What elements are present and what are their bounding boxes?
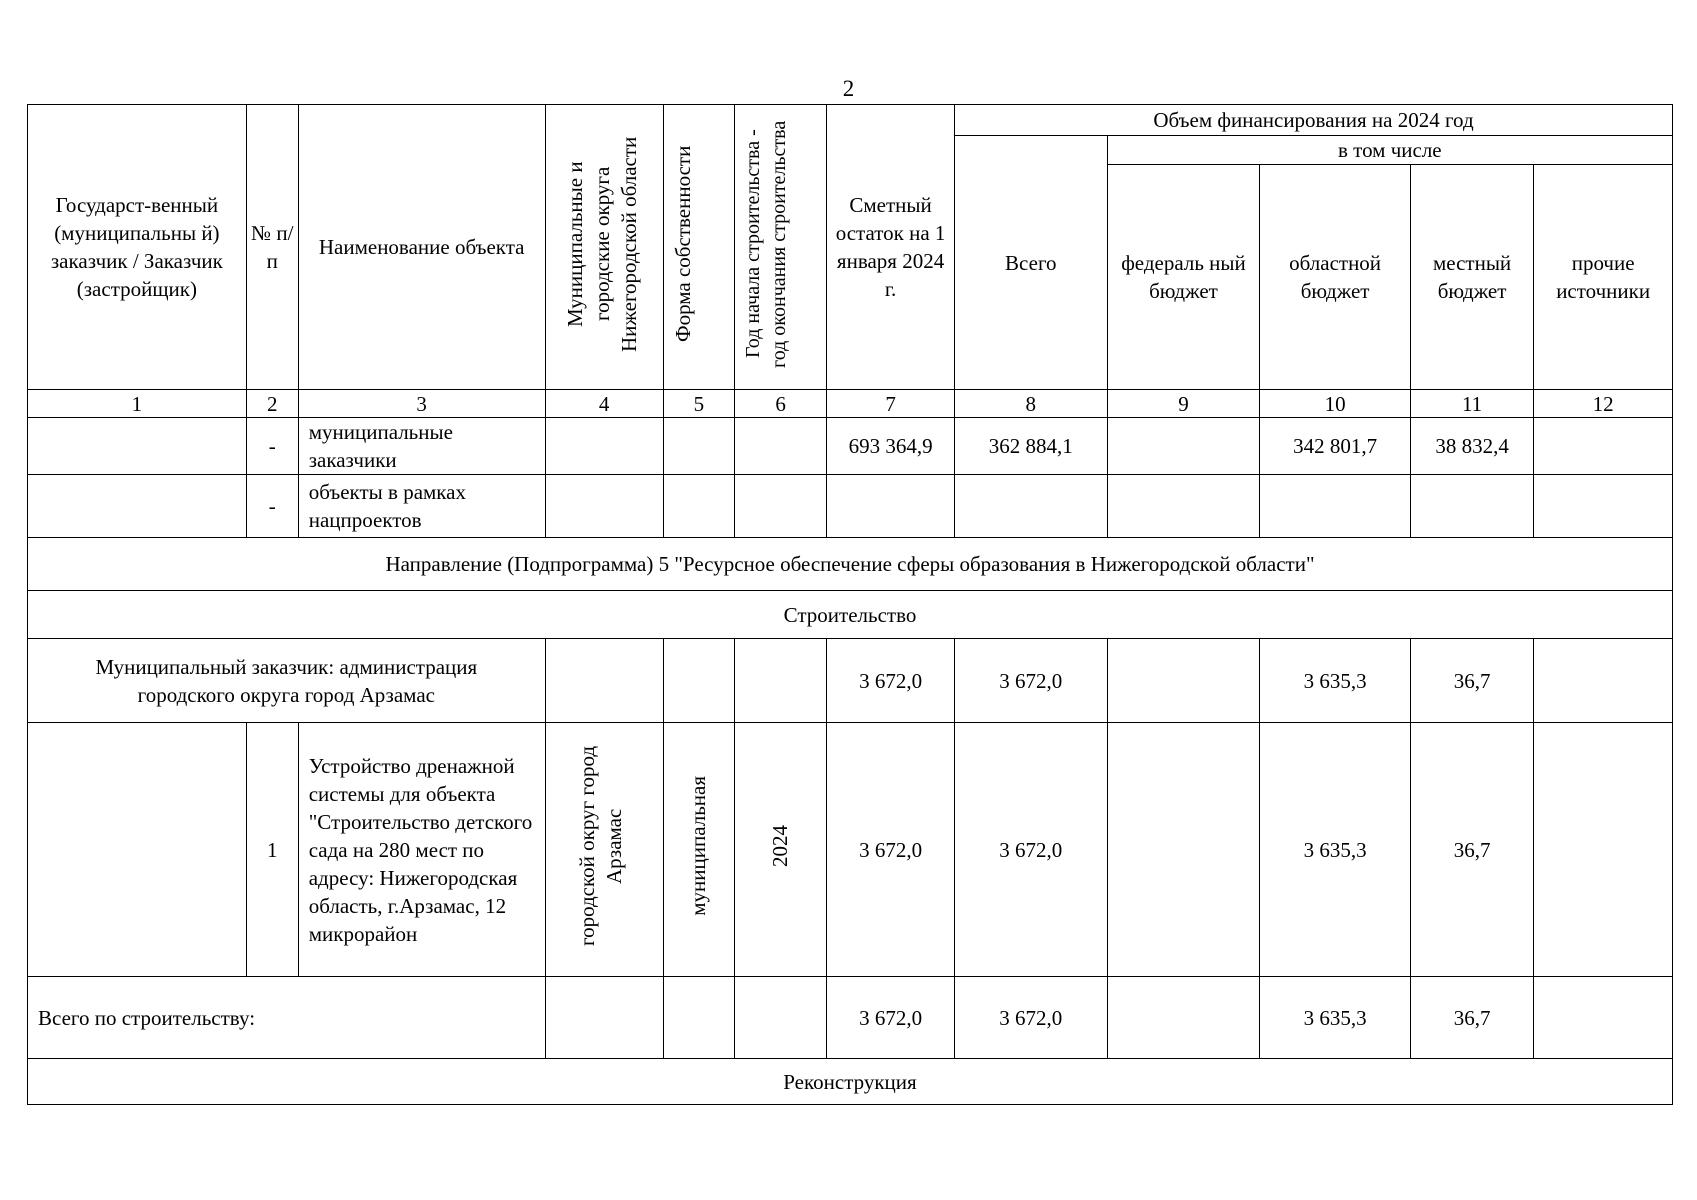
direction-heading: Направление (Подпрограмма) 5 "Ресурсное обеспечение сферы образования в Нижегородской области" xyxy=(28,538,1673,591)
page-number: 2 xyxy=(842,76,855,101)
row-num: - xyxy=(246,475,298,538)
object-district: городской округ город Арзамас xyxy=(575,745,627,947)
cell-regional: 342 801,7 xyxy=(1260,418,1411,475)
row-name: муниципальные заказчики xyxy=(298,418,545,475)
object-ownership: муниципальная xyxy=(686,776,711,916)
column-number: 8 xyxy=(954,390,1107,418)
column-number: 3 xyxy=(298,390,545,418)
column-number: 10 xyxy=(1260,390,1411,418)
object-year: 2024 xyxy=(768,825,793,867)
header-customer: Государст-венный (муниципальны й) заказчик / Заказчик (застройщик) xyxy=(28,105,247,390)
cell-regional: 3 635,3 xyxy=(1260,723,1411,977)
header-financing: Объем финансирования на 2024 год xyxy=(954,105,1672,136)
table-row xyxy=(28,977,1673,1059)
header-ownership: Форма собственности xyxy=(670,145,695,342)
cell-estimate: 3 672,0 xyxy=(827,723,955,977)
column-number: 5 xyxy=(663,390,734,418)
header-local: местный бюджет xyxy=(1410,165,1533,390)
column-number: 7 xyxy=(827,390,955,418)
cell-estimate: 3 672,0 xyxy=(827,977,955,1059)
row-name: объекты в рамках нацпроектов xyxy=(298,475,545,538)
reconstruction-heading: Реконструкция xyxy=(28,1059,1673,1105)
column-number: 4 xyxy=(545,390,663,418)
cell-regional: 3 635,3 xyxy=(1260,977,1411,1059)
header-num: № п/ п xyxy=(246,105,298,390)
row-num: 1 xyxy=(246,723,298,977)
cell-local: 36,7 xyxy=(1410,977,1533,1059)
row-num: - xyxy=(246,418,298,475)
cell-local: 38 832,4 xyxy=(1410,418,1533,475)
table-row xyxy=(28,723,1673,977)
table-row xyxy=(28,475,1673,538)
column-number: 9 xyxy=(1107,390,1260,418)
column-number: 2 xyxy=(246,390,298,418)
table-row xyxy=(28,639,1673,723)
column-number: 1 xyxy=(28,390,247,418)
construction-total-label: Всего по строительству: xyxy=(28,977,546,1059)
header-total: Всего xyxy=(954,136,1107,390)
cell-estimate: 693 364,9 xyxy=(827,418,955,475)
header-object-name: Наименование объекта xyxy=(298,105,545,390)
column-number: 11 xyxy=(1410,390,1533,418)
column-numbers-row xyxy=(28,390,1673,418)
table-row xyxy=(28,418,1673,475)
cell-total: 3 672,0 xyxy=(954,723,1107,977)
header-regional: областной бюджет xyxy=(1260,165,1411,390)
column-number: 6 xyxy=(735,390,827,418)
cell-total: 362 884,1 xyxy=(954,418,1107,475)
row-name: Устройство дренажной системы для объекта "Строительство детского сада на 280 мест по адресу: Нижегородская область, г.Арзамас, 12 микрорайон xyxy=(298,723,545,977)
header-estimate: Сметный остаток на 1 января 2024 г. xyxy=(827,105,955,390)
header-including: в том числе xyxy=(1107,136,1672,165)
header-other: прочие источники xyxy=(1534,165,1673,390)
header-federal: федераль ный бюджет xyxy=(1107,165,1260,390)
column-number: 12 xyxy=(1534,390,1673,418)
cell-local: 36,7 xyxy=(1410,639,1533,723)
header-districts: Муниципальные и городские округа Нижегородской области xyxy=(562,135,641,352)
cell-federal xyxy=(1107,418,1260,475)
cell-total: 3 672,0 xyxy=(954,639,1107,723)
cell-local: 36,7 xyxy=(1410,723,1533,977)
cell-estimate: 3 672,0 xyxy=(827,639,955,723)
header-years: Год начала строительства - год окончания строительства xyxy=(741,119,790,368)
cell-regional: 3 635,3 xyxy=(1260,639,1411,723)
construction-heading: Строительство xyxy=(28,591,1673,639)
cell-total: 3 672,0 xyxy=(954,977,1107,1059)
financing-table xyxy=(27,104,1673,1105)
customer-label: Муниципальный заказчик: администрация городского округа город Арзамас xyxy=(28,639,546,723)
cell-other xyxy=(1534,418,1673,475)
